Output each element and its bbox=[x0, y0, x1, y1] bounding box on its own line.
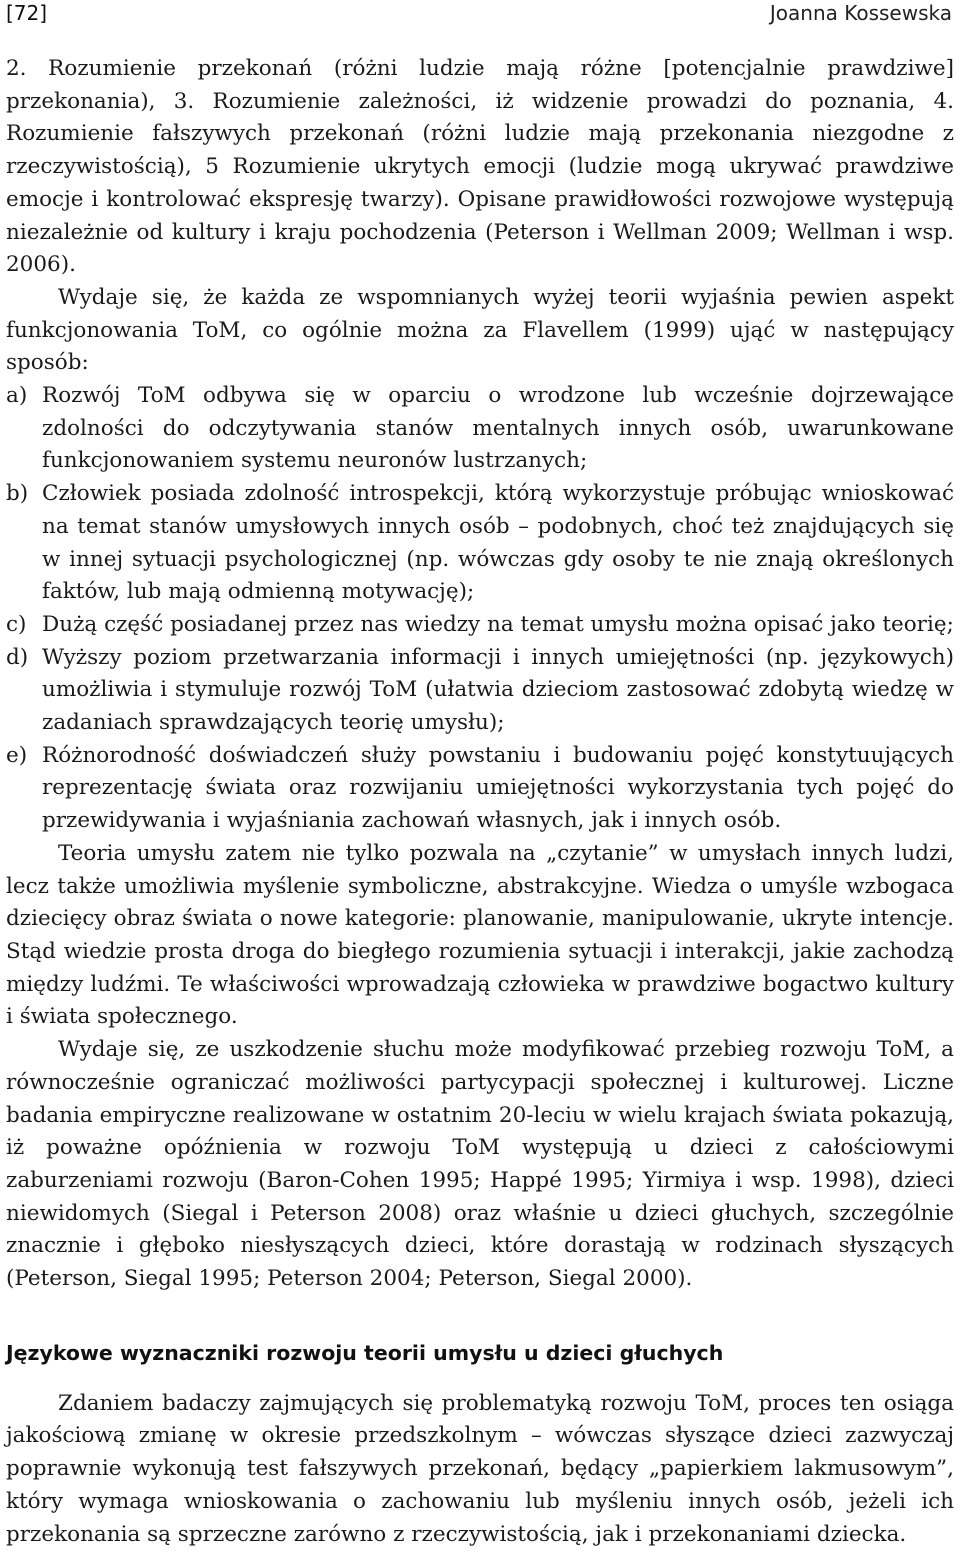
list-item bbox=[6, 609, 954, 642]
paragraph-1: 2. Rozumienie przekonań (różni ludzie mają różne [potencjalnie prawdziwe] przekonania), 3. Rozumienie zależności, iż widzenie prowadzi do poznania, 4. Rozumienie fałszywych przekonań (różni ludzie mają przekonania niezgodne z rzeczywistością), 5 Rozumienie ukrytych emocji (ludzie mogą ukrywać prawdziwe emocje i kontrolować ekspresję twarzy). Opisane prawidłowości rozwojowe występują niezależnie od kultury i kraju pochodzenia (Peterson i Wellman 2009; Wellman i wsp. 2006). bbox=[6, 56, 954, 278]
list-item bbox=[6, 478, 954, 609]
list-marker: c) bbox=[6, 611, 27, 637]
paragraph-2: Wydaje się, że każda ze wspomnianych wyżej teorii wyjaśnia pewien aspekt funkcjonowania ToM, co ogólnie można za Flavellem (1999) ująć w następujący sposób: bbox=[6, 284, 954, 376]
list-marker: e) bbox=[6, 742, 28, 768]
list-marker: d) bbox=[6, 644, 29, 670]
paragraph-3: Teoria umysłu zatem nie tylko pozwala na „czytanie” w umysłach innych ludzi, lecz także umożliwia myślenie symboliczne, abstrakcyjne. Wiedza o umyśle wzbogaca dziecięcy obraz świata o nowe kategorie: planowanie, manipulowanie, ukryte intencje. Stąd wiedzie prosta droga do biegłego rozumienia sytuacji i interakcji, jakie zachodzą między ludźmi. Te właściwości wprowadzają człowieka w prawdziwe bogactwo kultury i świata społecznego. bbox=[6, 840, 954, 1030]
list-item bbox=[6, 380, 954, 478]
paragraph-4: Wydaje się, ze uszkodzenie słuchu może modyfikować przebieg rozwoju ToM, a równocześnie ograniczać możliwości partycypacji społecznej i kulturowej. Liczne badania empiryczne realizowane w ostatnim 20-leciu w wielu krajach świata pokazują, iż poważne opóźnienia w rozwoju ToM występują u dzieci z całościowymi zaburzeniami rozwoju (Baron-Cohen 1995; Happé 1995; Yirmiya i wsp. 1998), dzieci niewidomych (Siegal i Peterson 2008) oraz właśnie u dzieci głuchych, szczególnie znacznie i głęboko niesłyszących dzieci, które dorastają w rodzinach słyszących (Peterson, Siegal 1995; Peterson 2004; Peterson, Siegal 2000). bbox=[6, 1037, 954, 1292]
list-marker: b) bbox=[6, 481, 29, 507]
body-text bbox=[6, 53, 954, 1551]
document-page bbox=[6, 0, 954, 1551]
list-item bbox=[6, 740, 954, 838]
list-item-text: Wyższy poziom przetwarzania informacji i innych umiejętności (np. językowych) umożliwia i stymuluje rozwój ToM (ułatwia dzieciom zastosować zdobytą wiedzę w zadaniach sprawdzających teorię umysłu); bbox=[42, 644, 954, 736]
list-item-text: Rozwój ToM odbywa się w oparciu o wrodzone lub wcześnie dojrzewające zdolności do odczytywania stanów mentalnych innych osób, uwarunkowane funkcjonowaniem systemu neuronów lustrzanych; bbox=[42, 383, 954, 474]
list-marker: a) bbox=[6, 383, 28, 409]
section-heading: Językowe wyznaczniki rozwoju teorii umysłu u dzieci głuchych bbox=[6, 1340, 724, 1365]
running-header bbox=[6, 0, 954, 26]
page-number: [72] bbox=[6, 1, 48, 25]
list-item-text: Różnorodność doświadczeń służy powstaniu i budowaniu pojęć konstytuujących reprezentację świata oraz rozwijaniu umiejętności wykorzystania tych pojęć do przewidywania i wyjaśniania zachowań własnych, jak i innych osób. bbox=[42, 742, 954, 834]
running-author: Joanna Kossewska bbox=[769, 1, 952, 25]
paragraph-5: Zdaniem badaczy zajmujących się problematyką rozwoju ToM, proces ten osiąga jakościową zmianę w okresie przedszkolnym – wówczas słyszące dzieci zazwyczaj poprawnie wykonują test fałszywych przekonań, będący „papierkiem lakmusowym”, który wymaga wnioskowania o zachowaniu lub myśleniu innych osób, jeżeli ich przekonania są sprzeczne zarówno z rzeczywistością, jak i przekonaniami dziecka. bbox=[6, 1390, 954, 1547]
flavell-list bbox=[6, 380, 954, 838]
list-item bbox=[6, 642, 954, 740]
list-item-text: Dużą część posiadanej przez nas wiedzy na temat umysłu można opisać jako teorię; bbox=[42, 611, 954, 637]
list-item-text: Człowiek posiada zdolność introspekcji, którą wykorzystuje próbując wnioskować na temat stanów umysłowych innych osób – podobnych, choć też znajdujących się w innej sytuacji psychologicznej (np. wówczas gdy osoby te nie znają określonych faktów, lub mają odmienną motywację); bbox=[42, 481, 954, 605]
